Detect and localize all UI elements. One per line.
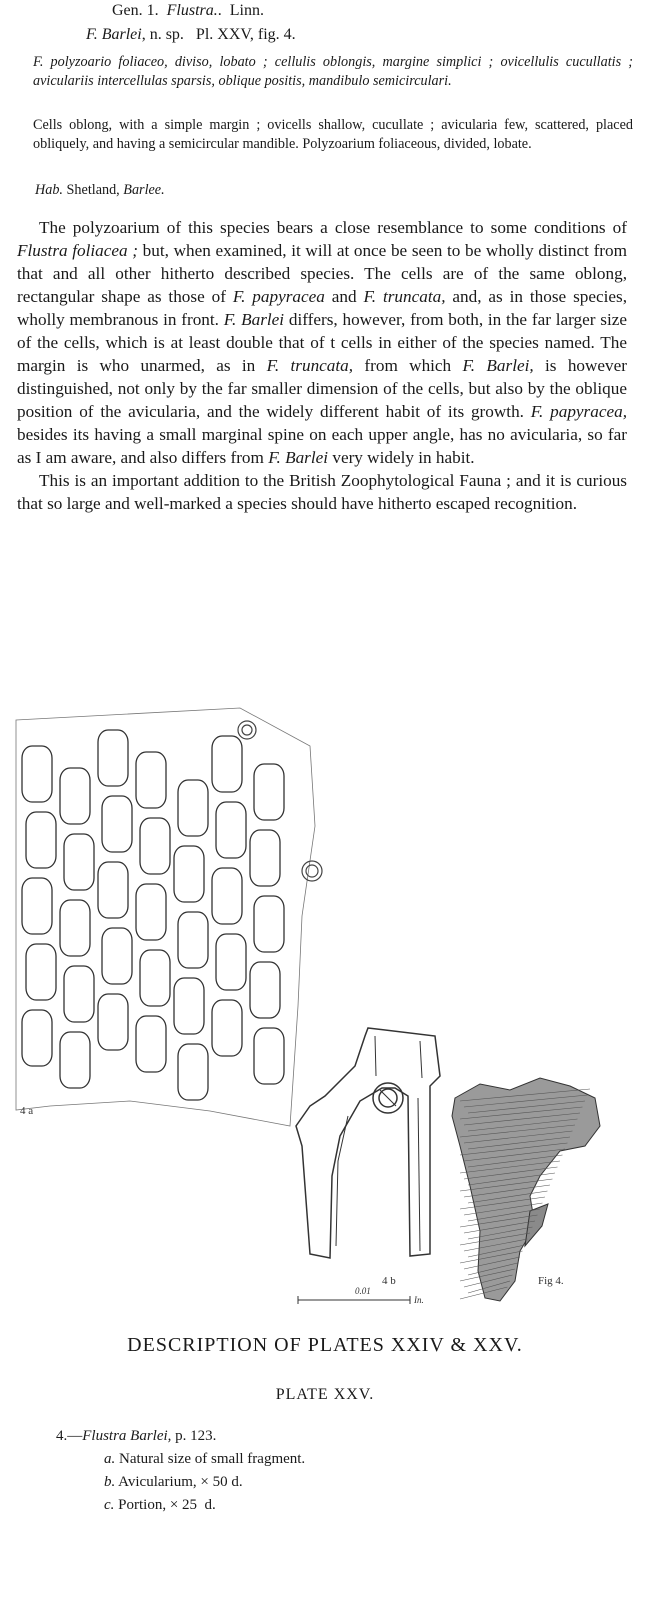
text-run: but, when examined, it will at once be seen to be wholly distinct from that and all other hitherto described species. The cells are of the same oblong, rectangular shape as those of bbox=[17, 241, 627, 306]
italic-run: F. Barlei bbox=[268, 448, 329, 467]
zooid-cell bbox=[174, 978, 204, 1034]
body-text bbox=[17, 216, 627, 515]
label-4b: 4 b bbox=[382, 1275, 396, 1287]
italic-run: F. papyracea bbox=[232, 287, 325, 306]
zooid-cell bbox=[98, 730, 128, 786]
italic-run: F. Barlei, bbox=[462, 356, 534, 375]
entry-number: 4.— bbox=[56, 1428, 83, 1444]
zooid-cell bbox=[178, 1044, 208, 1100]
zooid-cell bbox=[216, 802, 246, 858]
text-run: very widely in habit. bbox=[328, 448, 475, 467]
zooid-cell bbox=[98, 862, 128, 918]
italic-run: Flustra foliacea ; bbox=[17, 241, 139, 260]
zooid-cell bbox=[64, 834, 94, 890]
latin-diagnosis: F. polyzoario foliaceo, diviso, lobato ; cellulis oblongis, margine simplici ; ovicellulis cucullatis ; aviculariis intercellulas sparsis, oblique positis, mandibulo semicirculari. bbox=[33, 54, 633, 89]
genus-number: Gen. 1. bbox=[112, 2, 159, 19]
zooid-cell bbox=[250, 962, 280, 1018]
english-diagnosis: Cells oblong, with a simple margin ; ovicells shallow, cucullate ; avicularia few, scattered, placed obliquely, and having a semicircular mandible. Polyzoarium foliaceous, divided, lobate. bbox=[33, 117, 633, 152]
habitat-label: Hab. bbox=[35, 182, 63, 198]
zooid-cell bbox=[60, 768, 90, 824]
item-text: Natural size of small fragment. bbox=[115, 1451, 306, 1467]
entry-species: Flustra Barlei, bbox=[82, 1428, 172, 1444]
text-run: is however distinguished, not only by the far smaller dimension of the cells, but also by the oblique position of the avicularia, and the widely different habit of its growth. bbox=[17, 356, 628, 421]
italic-run: F. truncata, bbox=[363, 287, 446, 306]
text-run: The polyzoarium of this species bears a close resemblance to some conditions of bbox=[39, 218, 627, 237]
zooid-cell bbox=[212, 1000, 242, 1056]
text-run: from which bbox=[353, 356, 463, 375]
scale-bar bbox=[298, 1286, 424, 1305]
description-title: DESCRIPTION OF PLATES XXIV & XXV. bbox=[127, 1334, 523, 1356]
scale-value: 0.01 bbox=[355, 1286, 371, 1296]
scale-unit: In. bbox=[414, 1295, 424, 1305]
zooid-cell bbox=[216, 934, 246, 990]
zooid-cell bbox=[254, 764, 284, 820]
item-letter: b. bbox=[104, 1474, 116, 1490]
zooid-cell bbox=[64, 966, 94, 1022]
zooid-cell bbox=[60, 900, 90, 956]
zooid-cell bbox=[254, 1028, 284, 1084]
text-run: and, as in those species, wholly membranous in front. bbox=[17, 287, 627, 329]
figure-4a-cell-lattice bbox=[16, 708, 322, 1126]
entry-page: p. 123. bbox=[171, 1428, 217, 1444]
zooid-cell bbox=[178, 912, 208, 968]
zooid-cell bbox=[22, 878, 52, 934]
label-fig4: Fig 4. bbox=[538, 1275, 564, 1287]
item-text: Portion, × 25 d. bbox=[114, 1497, 216, 1513]
plate-title: PLATE XXV. bbox=[275, 1386, 375, 1403]
body-paragraph-1 bbox=[17, 216, 627, 469]
plate-illustration bbox=[10, 706, 610, 1318]
zooid-cell bbox=[212, 868, 242, 924]
italic-run: F. Barlei bbox=[223, 310, 285, 329]
zooid-cell bbox=[178, 780, 208, 836]
habitat-collector: Barlee. bbox=[123, 182, 165, 198]
zooid-cell bbox=[26, 944, 56, 1000]
habitat-place: Shetland, bbox=[62, 182, 124, 198]
text-run: besides its having a small marginal spine on each upper angle, has no avicularia, so far as I am aware, and also differs from bbox=[17, 425, 627, 467]
genus-heading: Gen. 1. Flustra.. Linn. bbox=[112, 2, 264, 19]
zooid-cell bbox=[136, 884, 166, 940]
text-run: differs, however, from both, in the far larger size of the cells, which is at least double that of t cells in either of the species named. The margin is who unarmed, as in bbox=[17, 310, 627, 375]
item-letter: c. bbox=[104, 1497, 115, 1513]
genus-author: Linn. bbox=[229, 2, 264, 19]
text-run: and bbox=[324, 287, 364, 306]
figure-item-b bbox=[104, 1474, 243, 1491]
zooid-cell bbox=[98, 994, 128, 1050]
zooid-cell bbox=[26, 812, 56, 868]
zooid-cell bbox=[174, 846, 204, 902]
zooid-cell bbox=[254, 896, 284, 952]
label-4a: 4 a bbox=[20, 1105, 34, 1117]
italic-run: F. papyracea, bbox=[530, 402, 627, 421]
species-name: F. Barlei bbox=[86, 26, 142, 43]
zooid-cell bbox=[102, 928, 132, 984]
body-paragraph-2: This is an important addition to the British Zoophytological Fauna ; and it is curious that so large and well-marked a species should have hitherto escaped recognition. bbox=[17, 471, 627, 513]
zooid-cell bbox=[140, 818, 170, 874]
zooid-cell bbox=[102, 796, 132, 852]
zooid-cell bbox=[140, 950, 170, 1006]
figure-item-a bbox=[104, 1451, 305, 1468]
zooid-cell bbox=[60, 1032, 90, 1088]
zooid-cell bbox=[22, 1010, 52, 1066]
item-text: Avicularium, × 50 d. bbox=[115, 1474, 243, 1490]
figure-4-natural-size bbox=[452, 1078, 600, 1301]
zooid-cell bbox=[136, 752, 166, 808]
item-letter: a. bbox=[104, 1451, 116, 1467]
zooid-cell bbox=[250, 830, 280, 886]
zooid-cell bbox=[22, 746, 52, 802]
figure-entry bbox=[56, 1428, 216, 1445]
habitat-line bbox=[35, 182, 165, 199]
zooid-cell bbox=[136, 1016, 166, 1072]
species-heading bbox=[86, 26, 296, 44]
species-reference: , n. sp. Pl. XXV, fig. 4. bbox=[141, 26, 296, 43]
italic-run: F. truncata, bbox=[266, 356, 354, 375]
figure-item-c bbox=[104, 1497, 216, 1514]
genus-name: Flustra. bbox=[166, 2, 218, 19]
figure-4b-avicularium bbox=[296, 1028, 440, 1258]
zooid-cell bbox=[212, 736, 242, 792]
